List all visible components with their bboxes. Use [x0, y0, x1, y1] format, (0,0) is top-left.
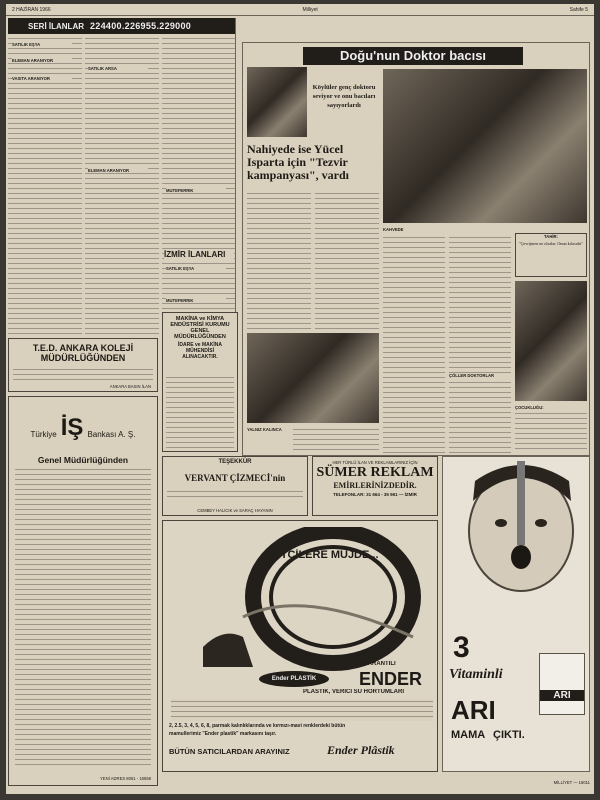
classifieds-col-2 [85, 36, 159, 336]
article-photo-child [515, 281, 587, 401]
ari-package [539, 653, 585, 715]
makina-line: ENDÜSTRİSİ KURUMU [170, 322, 230, 328]
child-caption-body [515, 411, 587, 453]
section-heading: SATILIK EŞYA [12, 42, 72, 47]
ari-brand: ARI [451, 697, 496, 723]
article-photo-village [247, 67, 307, 137]
tesekkur-notice [162, 456, 308, 516]
article-photo-alone [247, 333, 379, 423]
bank-big: İŞ [60, 414, 84, 441]
tahir-quote: "Çevrijmen ne olsalar. Onun kılasıdır" [518, 241, 584, 246]
page-date: 2 HAZİRAN 1966 [12, 6, 51, 13]
classifieds-banner [8, 18, 236, 34]
ender-marka: mamullerimiz "Ender plastik" markasını taşır. [169, 731, 277, 737]
ender-plastik-ad [162, 520, 438, 772]
college-subtitle: MÜDÜRLÜĞÜNDEN [40, 353, 126, 363]
alone-caption-body [293, 427, 379, 453]
section-heading: İZMİR İLANLARI [164, 250, 234, 259]
bank-top: Türkiye [30, 430, 57, 439]
makina-line: GENEL [190, 328, 210, 334]
ari-mama-ad [442, 456, 590, 772]
makina-line: MÜDÜRLÜĞÜNDEN [174, 334, 226, 340]
coffeehouse-caption: KAHVEDE [383, 227, 404, 232]
alone-caption: YALNIZ KALINCA [247, 427, 282, 432]
child-caption: ÇOCUKLUĞU: [515, 405, 544, 410]
ender-headline: ÇİFTÇİLERE MÜJDE... [263, 549, 379, 561]
section-heading: MUTEFERRIK [166, 188, 226, 193]
college-title: T.E.D. ANKARA KOLEJİ [32, 343, 134, 353]
headline-line-2: Isparta için "Tezvir [247, 155, 348, 169]
bank-rest: Bankası A. Ş. [87, 430, 136, 439]
ender-body [171, 699, 433, 721]
classifieds-section [8, 18, 236, 336]
headline-line-1: Nahiyede ise Yücel [247, 143, 344, 156]
paper-name: Milliyet [302, 6, 318, 13]
section-heading: ELEMAN ARANIYOR [88, 168, 148, 173]
article-header: Doğu'nun Doktor bacısı [303, 47, 523, 65]
tesekkur-suffix: 'nin [270, 473, 286, 483]
ender-footer: BÜTÜN SATICILARDAN ARAYINIZ [169, 747, 290, 756]
classifieds-phones: 224400.226955.229000 [90, 21, 192, 31]
college-notice [8, 338, 158, 392]
ender-product: PLASTİK, VERİCİ SU HORTUMLARI [303, 689, 405, 695]
sumer-reklam-ad [312, 456, 438, 516]
article-doctor [242, 42, 590, 456]
article-body-3 [383, 235, 445, 453]
page-number: Sahife 5 [569, 6, 588, 13]
makina-line: MÜHENDİSİ [185, 348, 215, 354]
section-heading: ELEMAN ARANIYOR [12, 58, 72, 63]
bank-logo [9, 414, 157, 441]
bank-footer: YENİ ADRES 8061 - 16659 [100, 776, 151, 781]
reklam-emir: EMİRLERİNİZDEDİR. [333, 481, 417, 490]
newspaper-page [6, 4, 594, 794]
section-heading: VASITA ARANIYOR [12, 76, 72, 81]
tahir-box [515, 233, 587, 277]
section-heading: SATILIK EŞYA [166, 266, 226, 271]
reklam-line: HER TÜRLÜ İLAN VE REKLAMLARINIZ İÇİN [332, 460, 418, 465]
ari-package-label: ARI [540, 690, 584, 701]
makina-line: ALINACAKTIR. [182, 354, 218, 360]
headline-line-3: kampanyası", vardı [247, 168, 350, 182]
hose-reel-label: Ender PLASTİK [259, 671, 329, 687]
ari-vitaminli: Vitaminli [449, 667, 503, 682]
classifieds-col-3 [162, 36, 236, 336]
makina-line: MAKİNA ve KİMYA [175, 316, 225, 322]
tesekkur-name [163, 473, 307, 483]
ari-mama: MAMA [451, 729, 486, 741]
classifieds-col-1 [8, 36, 82, 336]
makina-line: İDARE ve MAKİNA [178, 342, 222, 348]
tesekkur-title: TEŞEKKÜR [218, 459, 252, 465]
tesekkur-sign: CEMBEY HALICIK ve SARAÇ HAYANIN [197, 508, 273, 513]
bank-notice [8, 396, 158, 786]
article-body-4 [449, 235, 511, 453]
article-headline [247, 143, 387, 182]
makina-notice [162, 312, 238, 452]
bank-genel: Genel Müdürlüğünden [37, 455, 129, 465]
tahir-label: TAHİR: [544, 234, 558, 239]
page-header [6, 4, 594, 16]
college-footer: ANKARA BASIN İLAN [109, 384, 151, 389]
child-face-illustration [449, 461, 585, 611]
section-heading: MUTEFERRIK [166, 298, 226, 303]
article-deck: Köylüler genç doktoru seviyor ve onu bacıları sayıyorlardı [312, 84, 376, 109]
ender-garanti: GARANTİLİ [363, 661, 396, 667]
ender-brand: ENDER [359, 669, 423, 689]
section-heading: SATILIK ARSA [88, 66, 148, 71]
tesekkur-person: VERVANT ÇİZMECİ [184, 473, 271, 483]
ari-cikti: ÇIKTI. [493, 729, 525, 741]
page-footer: MİLLİYET — 16011 [553, 780, 590, 785]
ender-logo: Ender Plâstik [327, 743, 395, 757]
article-subhead: ÇÖLLER DOKTORLAR [449, 373, 511, 378]
ender-sizes: 2, 2.5, 3, 4, 5, 6, 8, parmak kalınlıklarında ve kırmızı-mavi renklerdeki bütün [169, 723, 346, 729]
reklam-name: SÜMER REKLAM [316, 465, 434, 480]
reklam-phones: TELEFONLAR: 31 664 - 35 961 — İZMİR [333, 492, 417, 497]
article-photo-coffeehouse [383, 69, 587, 223]
ari-three: 3 [453, 633, 470, 663]
classifieds-title: SERİ İLANLAR [28, 21, 84, 31]
